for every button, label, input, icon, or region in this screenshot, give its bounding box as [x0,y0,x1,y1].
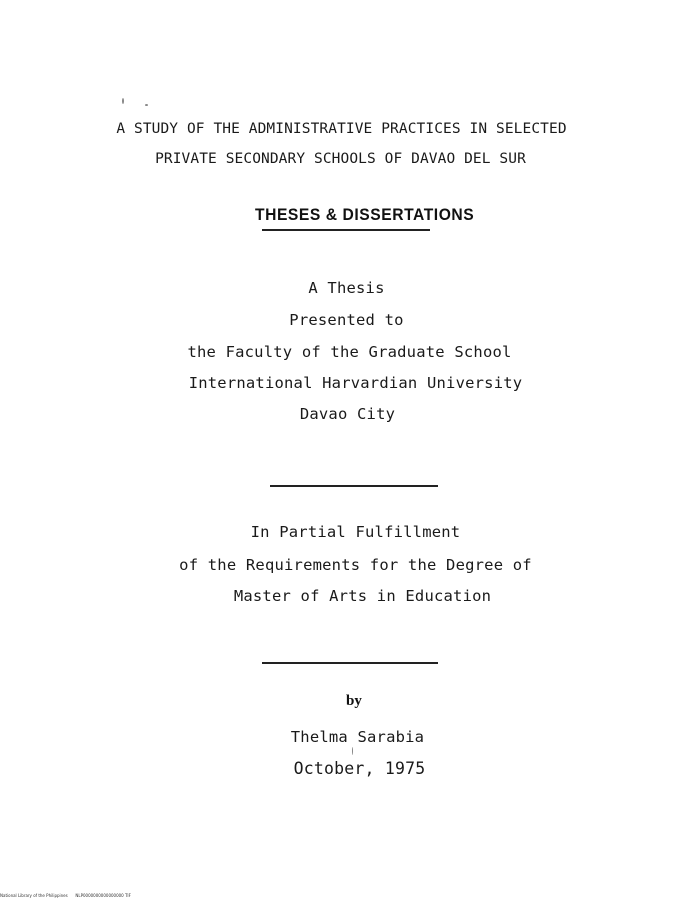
stamp-underline [262,229,430,231]
library-credit: National Library of the Philippines [0,893,68,898]
requirements-line: of the Requirements for the Degree of [179,556,532,574]
scan-speck [145,104,148,106]
thesis-title-line-2: PRIVATE SECONDARY SCHOOLS OF DAVAO DEL SUR [155,151,526,167]
submission-date: October, 1975 [293,759,426,778]
faculty-line: the Faculty of the Graduate School [187,343,512,361]
university-name: International Harvardian University [188,374,523,392]
section-divider-top [270,485,438,487]
scan-speck [352,747,353,755]
author-name: Thelma Sarabia [290,728,425,746]
section-divider-bottom [262,662,438,664]
thesis-title-line-1: A STUDY OF THE ADMINISTRATIVE PRACTICES IN SELECTED [116,121,567,137]
university-city: Davao City [299,405,396,423]
scan-code: NLP0000000000000000 TIF [75,893,131,898]
scan-speck [122,98,124,104]
theses-dissertations-stamp: THESES & DISSERTATIONS [255,205,475,224]
partial-fulfillment: In Partial Fulfillment [250,523,461,541]
presented-to: Presented to [289,311,404,329]
scan-footer [0,893,131,898]
by-label: by [346,693,362,709]
degree-name: Master of Arts in Education [233,587,492,605]
thesis-label: A Thesis [308,279,385,297]
